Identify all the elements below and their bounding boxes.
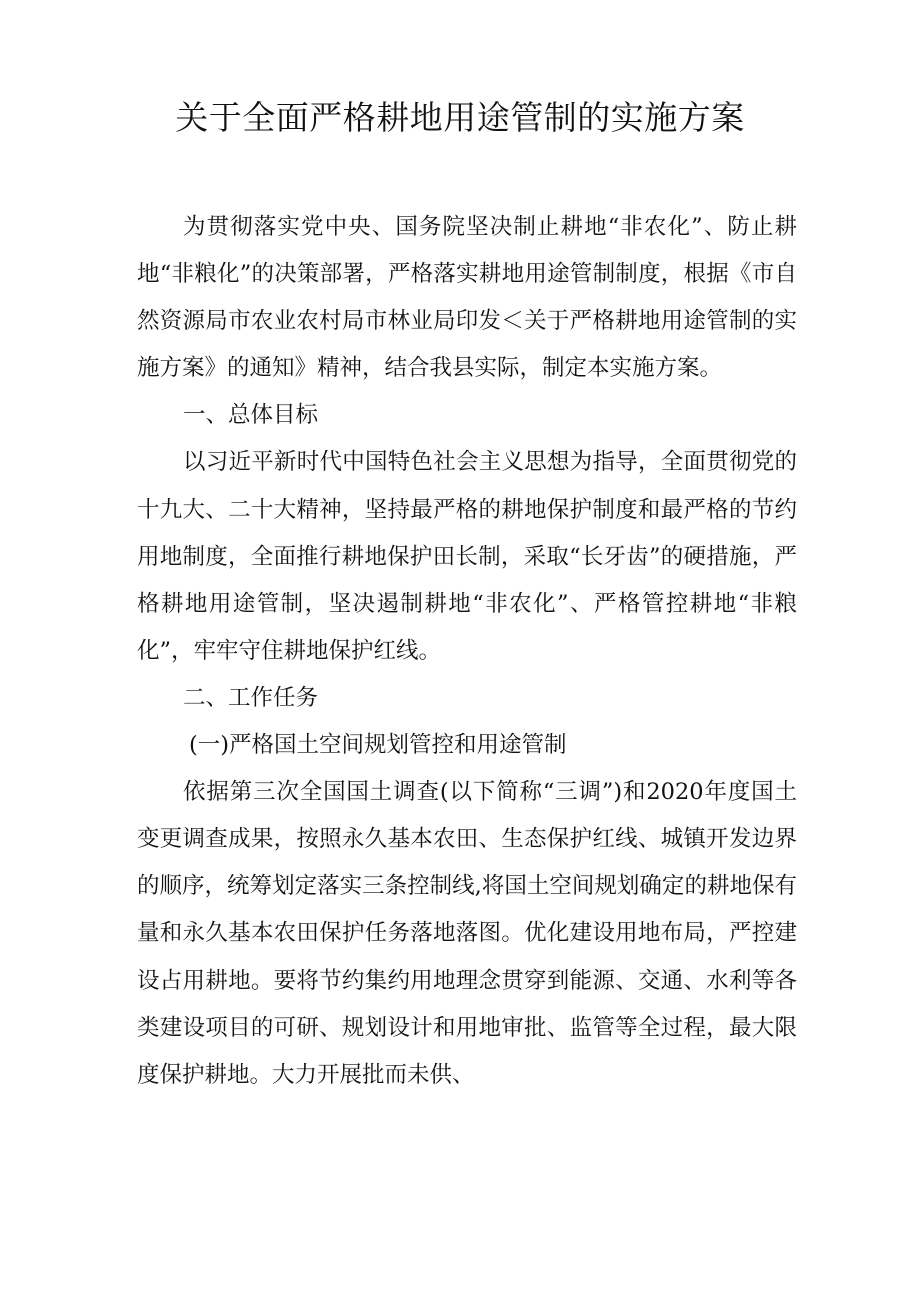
overall-goal-paragraph: 以习近平新时代中国特色社会主义思想为指导，全面贯彻党的十九大、二十大精神，坚持最严格的耕地保护制度和最严格的节约用地制度，全面推行耕地保护田长制，采取“长牙齿”的硬措施，严格耕地用途管制，坚决遏制耕地“非农化”、严格管控耕地“非粮化”，牢牢守住耕地保护红线。 bbox=[137, 449, 797, 664]
intro-paragraph: 为贯彻落实党中央、国务院坚决制止耕地“非农化”、防止耕地“非粮化”的决策部署，严格落实耕地用途管制制度，根据《市自然资源局市农业农村局市林业局印发＜关于严格耕地用途管制的实施方案》的通知》精神，结合我县实际，制定本实施方案。 bbox=[137, 214, 797, 382]
section-heading-work-tasks: 二、工作任务 bbox=[183, 684, 319, 711]
document-title: 关于全面严格耕地用途管制的实施方案 bbox=[175, 98, 745, 137]
document-body bbox=[137, 204, 797, 1099]
subsection-1-paragraph: 依据第三次全国国土调查(以下简称“三调”)和2020年度国土变更调查成果，按照永久基本农田、生态保护红线、城镇开发边界的顺序，统筹划定落实三条控制线,将国土空间规划确定的耕地保有量和永久基本农田保护任务落地落图。优化建设用地布局，严控建设占用耕地。要将节约集约用地理念贯穿到能源、交通、水利等各类建设项目的可研、规划设计和用地审批、监管等全过程，最大限度保护耕地。大力开展批而未供、 bbox=[137, 779, 797, 1088]
section-heading-overall-goal: 一、总体目标 bbox=[183, 402, 319, 429]
subsection-heading-1: (一)严格国土空间规划管控和用途管制 bbox=[189, 732, 567, 759]
